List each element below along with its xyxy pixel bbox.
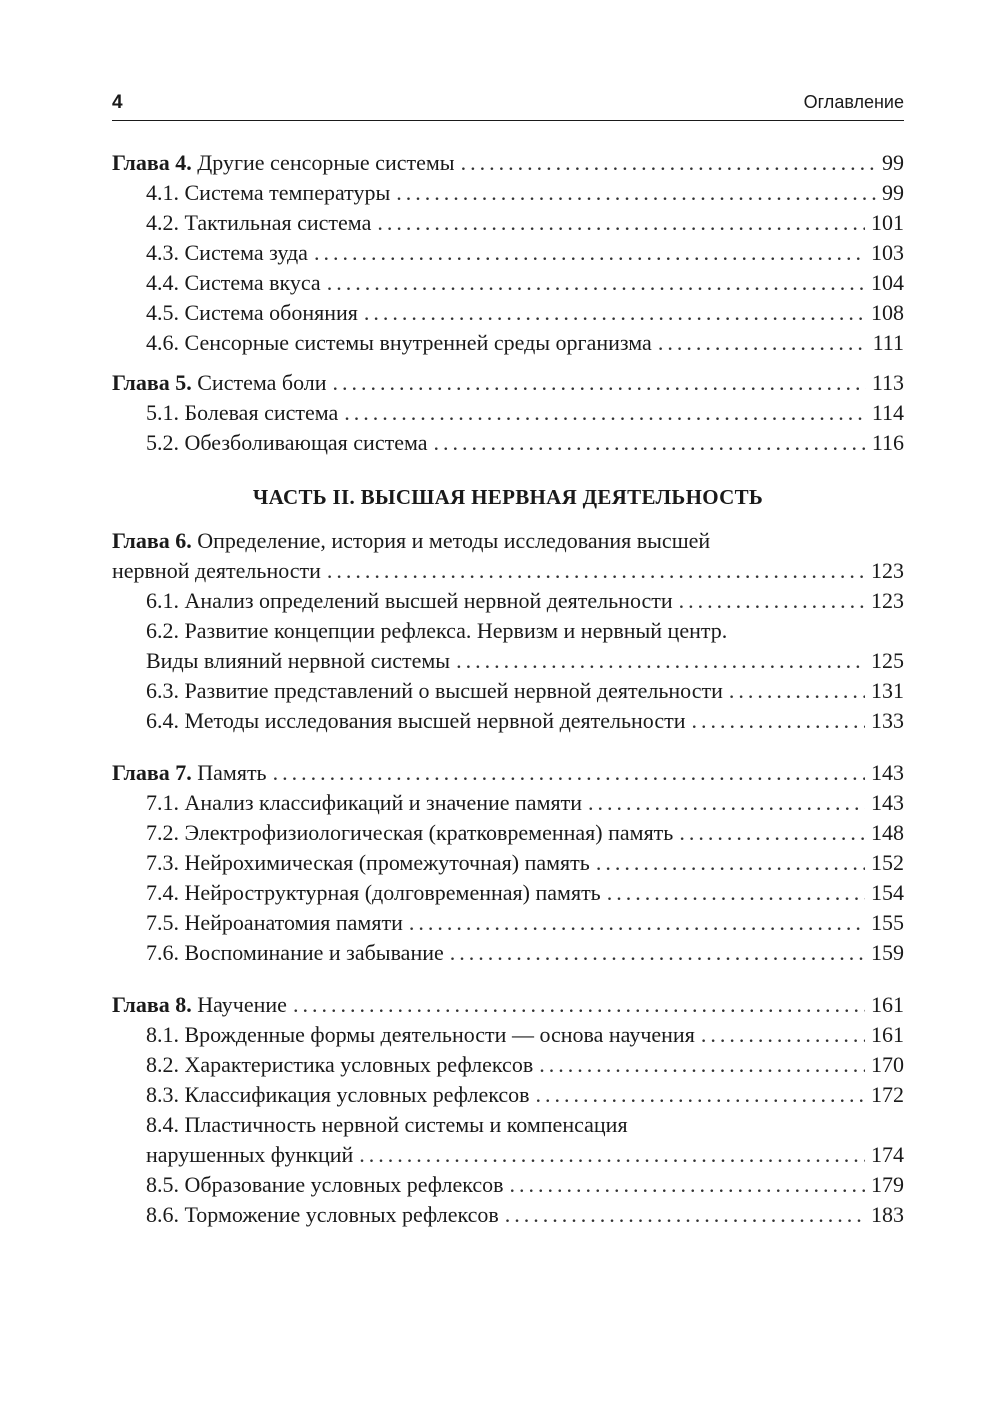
leader-dots bbox=[658, 328, 867, 358]
toc-item[interactable] bbox=[112, 298, 904, 328]
leader-dots bbox=[327, 556, 865, 586]
page-ref: 183 bbox=[871, 1202, 904, 1227]
leader-dots bbox=[333, 368, 866, 398]
item-title: 5.1. Болевая система bbox=[146, 400, 339, 425]
toc-item[interactable] bbox=[112, 706, 904, 736]
item-title: 4.6. Сенсорные системы внутренней среды организма bbox=[146, 330, 652, 355]
page-ref: 123 bbox=[871, 558, 904, 583]
leader-dots bbox=[510, 1170, 865, 1200]
page-ref: 174 bbox=[871, 1142, 904, 1167]
leader-dots bbox=[539, 1050, 865, 1080]
page-ref: 172 bbox=[871, 1082, 904, 1107]
page-ref: 148 bbox=[871, 820, 904, 845]
leader-dots bbox=[679, 818, 865, 848]
page-number: 4 bbox=[112, 92, 123, 113]
page-ref: 133 bbox=[871, 708, 904, 733]
page-ref: 125 bbox=[871, 648, 904, 673]
leader-dots bbox=[692, 706, 865, 736]
leader-dots bbox=[729, 676, 865, 706]
item-title: 8.1. Врожденные формы деятельности — основа научения bbox=[146, 1022, 695, 1047]
page-ref: 159 bbox=[871, 940, 904, 965]
leader-dots bbox=[505, 1200, 865, 1230]
item-title: 8.6. Торможение условных рефлексов bbox=[146, 1202, 499, 1227]
chapter-title: Определение, история и методы исследования высшей bbox=[197, 528, 711, 553]
item-title: 7.3. Нейрохимическая (промежуточная) память bbox=[146, 850, 590, 875]
page-ref: 114 bbox=[871, 400, 904, 425]
page-ref: 155 bbox=[871, 910, 904, 935]
toc-chapter-6[interactable] bbox=[112, 526, 904, 556]
toc-item[interactable] bbox=[112, 1050, 904, 1080]
page-ref: 99 bbox=[882, 150, 904, 175]
item-title: 7.5. Нейроанатомия памяти bbox=[146, 910, 403, 935]
page-ref: 123 bbox=[871, 588, 904, 613]
running-header bbox=[112, 90, 904, 121]
toc-item[interactable] bbox=[112, 878, 904, 908]
page-ref: 179 bbox=[871, 1172, 904, 1197]
leader-dots bbox=[588, 788, 865, 818]
page-ref: 143 bbox=[871, 760, 904, 785]
page-ref: 161 bbox=[871, 1022, 904, 1047]
toc-chapter-7[interactable] bbox=[112, 758, 904, 788]
toc-item[interactable] bbox=[112, 818, 904, 848]
item-title: 6.1. Анализ определений высшей нервной деятельности bbox=[146, 588, 673, 613]
toc-item[interactable] bbox=[112, 586, 904, 616]
toc-item[interactable] bbox=[112, 1170, 904, 1200]
chapter-label: Глава 5. bbox=[112, 370, 192, 395]
item-title: 4.1. Система температуры bbox=[146, 180, 391, 205]
chapter-title-cont: нервной деятельности bbox=[112, 558, 321, 583]
item-title: 8.2. Характеристика условных рефлексов bbox=[146, 1052, 534, 1077]
toc-item[interactable] bbox=[112, 238, 904, 268]
item-title: 4.4. Система вкуса bbox=[146, 270, 321, 295]
toc-chapter-8[interactable] bbox=[112, 990, 904, 1020]
toc-item[interactable] bbox=[112, 1020, 904, 1050]
toc-item-cont[interactable] bbox=[112, 1140, 904, 1170]
toc-chapter-6-cont[interactable] bbox=[112, 556, 904, 586]
chapter-title: Научение bbox=[197, 992, 287, 1017]
chapter-label: Глава 6. bbox=[112, 528, 192, 553]
leader-dots bbox=[596, 848, 865, 878]
running-title: Оглавление bbox=[803, 92, 904, 112]
item-title: 8.5. Образование условных рефлексов bbox=[146, 1172, 504, 1197]
leader-dots bbox=[536, 1080, 866, 1110]
item-title: 7.4. Нейроструктурная (долговременная) память bbox=[146, 880, 601, 905]
page-ref: 101 bbox=[871, 210, 904, 235]
leader-dots bbox=[396, 178, 876, 208]
leader-dots bbox=[377, 208, 865, 238]
item-title: 7.1. Анализ классификаций и значение памяти bbox=[146, 790, 582, 815]
item-title: 5.2. Обезболивающая система bbox=[146, 430, 428, 455]
page-ref: 108 bbox=[871, 300, 904, 325]
page-ref: 170 bbox=[871, 1052, 904, 1077]
item-title: 4.2. Тактильная система bbox=[146, 210, 372, 235]
toc-chapter-5[interactable] bbox=[112, 368, 904, 398]
leader-dots bbox=[679, 586, 865, 616]
toc-item[interactable] bbox=[112, 1080, 904, 1110]
toc-item[interactable] bbox=[112, 908, 904, 938]
item-title: 6.4. Методы исследования высшей нервной деятельности bbox=[146, 708, 686, 733]
toc-item-cont[interactable] bbox=[112, 646, 904, 676]
leader-dots bbox=[434, 428, 866, 458]
item-title: 4.3. Система зуда bbox=[146, 240, 308, 265]
item-title: 7.6. Воспоминание и забывание bbox=[146, 940, 444, 965]
toc-item[interactable] bbox=[112, 428, 904, 458]
item-title: 7.2. Электрофизиологическая (кратковременная) память bbox=[146, 820, 674, 845]
leader-dots bbox=[314, 238, 865, 268]
leader-dots bbox=[409, 908, 865, 938]
leader-dots bbox=[327, 268, 865, 298]
leader-dots bbox=[359, 1140, 865, 1170]
item-title: 6.2. Развитие концепции рефлекса. Нервизм и нервный центр. bbox=[146, 618, 728, 643]
page-ref: 154 bbox=[871, 880, 904, 905]
part-heading: ЧАСТЬ II. ВЫСШАЯ НЕРВНАЯ ДЕЯТЕЛЬНОСТЬ bbox=[252, 485, 764, 509]
chapter-title: Другие сенсорные системы bbox=[197, 150, 455, 175]
page-ref: 104 bbox=[871, 270, 904, 295]
page-ref: 152 bbox=[871, 850, 904, 875]
item-title: 8.3. Классификация условных рефлексов bbox=[146, 1082, 530, 1107]
leader-dots bbox=[273, 758, 865, 788]
chapter-title: Память bbox=[197, 760, 267, 785]
toc-chapter-4[interactable] bbox=[112, 148, 904, 178]
toc-item[interactable] bbox=[112, 178, 904, 208]
leader-dots bbox=[701, 1020, 865, 1050]
item-title: 8.4. Пластичность нервной системы и компенсация bbox=[146, 1112, 628, 1137]
toc-item[interactable] bbox=[112, 848, 904, 878]
toc-item[interactable] bbox=[112, 268, 904, 298]
chapter-label: Глава 4. bbox=[112, 150, 192, 175]
page-ref: 111 bbox=[872, 330, 904, 355]
leader-dots bbox=[364, 298, 865, 328]
page-ref: 103 bbox=[871, 240, 904, 265]
leader-dots bbox=[461, 148, 876, 178]
toc-item[interactable] bbox=[112, 616, 904, 646]
page-ref: 99 bbox=[882, 180, 904, 205]
chapter-label: Глава 7. bbox=[112, 760, 192, 785]
item-title: 6.3. Развитие представлений о высшей нервной деятельности bbox=[146, 678, 723, 703]
leader-dots bbox=[450, 938, 865, 968]
page-ref: 113 bbox=[871, 370, 904, 395]
toc-item[interactable] bbox=[112, 676, 904, 706]
leader-dots bbox=[607, 878, 865, 908]
table-of-contents bbox=[112, 148, 904, 1230]
item-title-cont: Виды влияний нервной системы bbox=[146, 648, 451, 673]
page-ref: 116 bbox=[871, 430, 904, 455]
leader-dots bbox=[456, 646, 865, 676]
toc-item[interactable] bbox=[112, 1110, 904, 1140]
item-title-cont: нарушенных функций bbox=[146, 1142, 354, 1167]
toc-item[interactable] bbox=[112, 1200, 904, 1230]
leader-dots bbox=[344, 398, 866, 428]
toc-item[interactable] bbox=[112, 938, 904, 968]
page-ref: 131 bbox=[871, 678, 904, 703]
leader-dots bbox=[293, 990, 865, 1020]
chapter-label: Глава 8. bbox=[112, 992, 192, 1017]
toc-item[interactable] bbox=[112, 208, 904, 238]
page-ref: 143 bbox=[871, 790, 904, 815]
page-ref: 161 bbox=[871, 992, 904, 1017]
toc-item[interactable] bbox=[112, 328, 904, 358]
toc-item[interactable] bbox=[112, 398, 904, 428]
item-title: 4.5. Система обоняния bbox=[146, 300, 358, 325]
toc-item[interactable] bbox=[112, 788, 904, 818]
chapter-title: Система боли bbox=[197, 370, 327, 395]
